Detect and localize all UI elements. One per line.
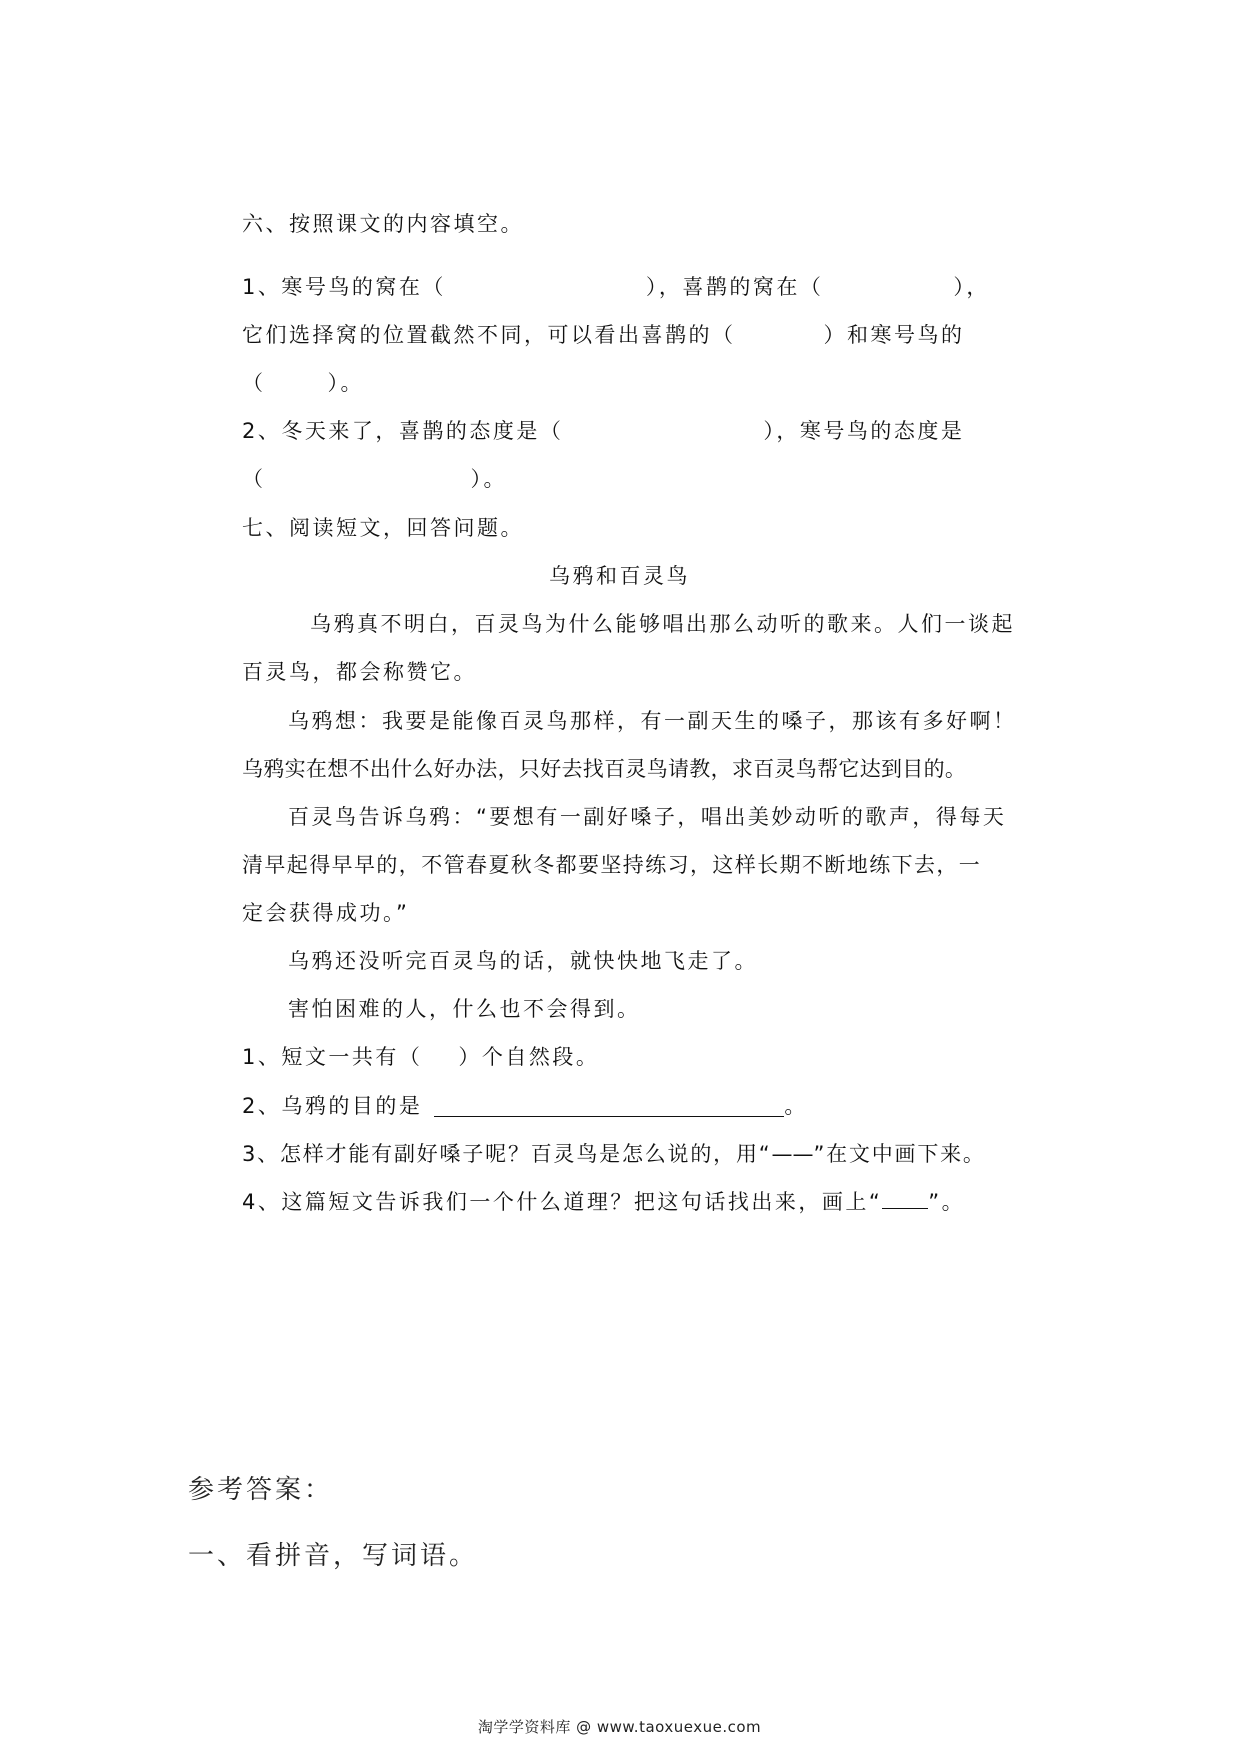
question-2: 2、乌鸦的目的是 。 (242, 1094, 808, 1118)
section6-q1-line3: （ ）。 (242, 371, 364, 395)
answers-part-1: 一、看拼音，写词语。 (188, 1541, 479, 1571)
question-3: 3、怎样才能有副好嗓子呢？百灵鸟是怎么说的，用“——”在文中画下来。 (242, 1142, 986, 1166)
section6-q2-line2: （ ）。 (242, 467, 507, 491)
story-paragraph-3-line-2: 清早起得早早的，不管春夏秋冬都要坚持练习，这样长期不断地练下去，一 (242, 853, 982, 877)
answers-heading: 参考答案： (188, 1475, 334, 1505)
section6-title: 六、按照课文的内容填空。 (242, 212, 524, 236)
story-paragraph-1-line-2: 百灵鸟，都会称赞它。 (242, 660, 477, 684)
dash-mark: —— (771, 1142, 814, 1166)
story-paragraph-3-line-3: 定会获得成功。” (242, 901, 410, 925)
story-paragraph-2-line-2: 乌鸦实在想不出什么好办法，只好去找百灵鸟请教，求百灵鸟帮它达到目的。 (242, 757, 967, 781)
story-paragraph-5: 害怕困难的人，什么也不会得到。 (288, 997, 641, 1021)
underline-mark (882, 1190, 928, 1209)
section6-q1-line1: 1、寒号鸟的窝在（ ），喜鹊的窝在（ ）， (242, 275, 990, 299)
answer-underline[interactable] (434, 1094, 784, 1117)
story-paragraph-2-line-1: 乌鸦想：我要是能像百灵鸟那样，有一副天生的嗓子，那该有多好啊！ (288, 709, 1017, 733)
story-paragraph-4: 乌鸦还没听完百灵鸟的话，就快快地飞走了。 (288, 949, 758, 973)
section6-q2-line1: 2、冬天来了，喜鹊的态度是（ ），寒号鸟的态度是 (242, 419, 965, 443)
section6-q1-line2: 它们选择窝的位置截然不同，可以看出喜鹊的（ ）和寒号鸟的 (242, 323, 965, 347)
story-paragraph-1-line-1: 乌鸦真不明白，百灵鸟为什么能够唱出那么动听的歌来。人们一谈起 (310, 612, 1015, 636)
question-4: 4、这篇短文告诉我们一个什么道理？把这句话找出来，画上“ ”。 (242, 1190, 966, 1214)
section7-title: 七、阅读短文，回答问题。 (242, 516, 524, 540)
question-1: 1、短文一共有（ ）个自然段。 (242, 1045, 600, 1069)
story-title: 乌鸦和百灵鸟 (549, 564, 690, 588)
story-paragraph-3-line-1: 百灵鸟告诉乌鸦：“要想有一副好嗓子，唱出美妙动听的歌声，得每天 (288, 805, 1007, 829)
footer-watermark: 淘学学资料库 @ www.taoxuexue.com (477, 1718, 762, 1736)
